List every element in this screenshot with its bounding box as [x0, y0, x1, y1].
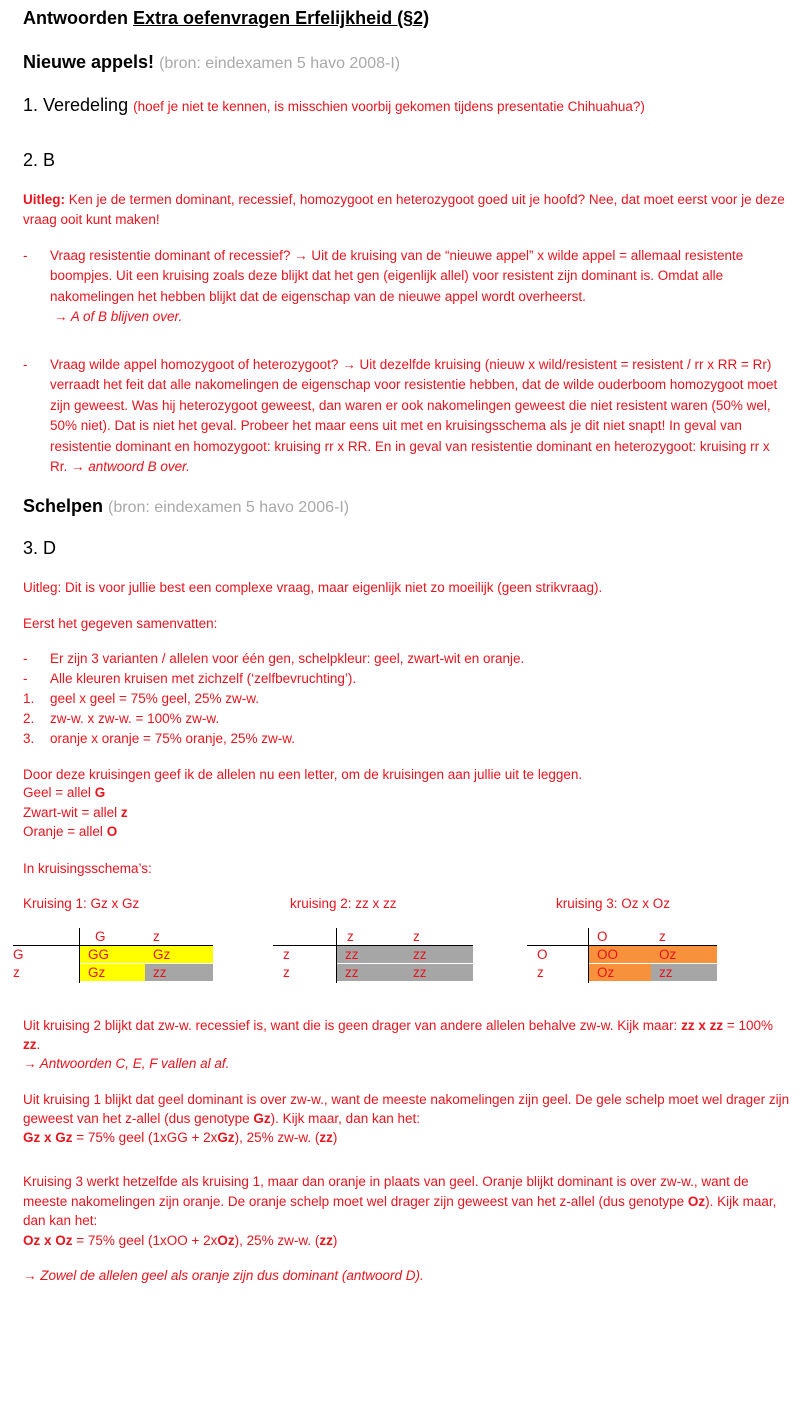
col-header: z [153, 929, 160, 944]
bullet-dash: - [23, 651, 28, 666]
punnett-cell: zz [651, 964, 717, 981]
list-number: 2. [23, 711, 35, 726]
kruising-2-title: kruising 2: zz x zz [290, 896, 397, 911]
genotype: zz x zz [681, 1018, 724, 1033]
punnett-square-2 [273, 928, 473, 984]
kruising-3-title: kruising 3: Oz x Oz [556, 896, 671, 911]
grid-line [13, 945, 213, 946]
genotype: zz [319, 1130, 333, 1145]
punnett-cell: OO [589, 946, 651, 963]
bullet-1-question: Vraag resistentie dominant of recessief? [50, 248, 291, 263]
bullet-dash: - [23, 671, 28, 686]
row-header: O [537, 947, 548, 962]
allele-zwartwit [23, 803, 128, 823]
genotype: Oz [687, 1193, 706, 1209]
bullet-2-text: Uit dezelfde kruising (nieuw x wild/resistent = resistent / rr x RR = Rr) verraadt het feit dat alle nakomelingen de eigenschap voor resistentie hebben, dat de wilde ouderboom homozygoot moet zijn geweest. Was hij heterozygoot geweest, dan waren er ook nakomelingen geweest die niet resistent waren (50% wel, 50% niet). Dat is niet het geval. Probeer het maar eens uit met en kruisingsschema als je dit niet snapt! In geval van resistentie dominant en homozygoot: kruising rr x RR. En in geval van resistentie dominant en heterozygoot: kruising rr x Rr. [50, 357, 778, 475]
conclusion-kruising-3 [23, 1172, 793, 1250]
paragraph-text: ). Kijk maar, dan kan het: [270, 1111, 420, 1126]
grid-line [527, 945, 717, 946]
grid-line [588, 928, 589, 983]
paragraph-text: Kruising 3 werkt hetzelfde als kruising 1, maar dan oranje in plaats van geel. Oranje blijkt dominant is over zw-w., want de meeste nakomelingen zijn oranje. De oranje schelp moet wel drager zijn geweest van het z-allel (dus genotype [23, 1174, 749, 1209]
bullet-2 [50, 355, 785, 477]
question-2 [23, 150, 55, 171]
allele-label: Geel = allel [23, 785, 91, 800]
row-header: z [283, 947, 290, 962]
question-3 [23, 538, 56, 559]
allele-letter: G [94, 785, 106, 800]
allele-letter: O [106, 824, 118, 839]
punnett-cell: Oz [589, 964, 651, 981]
title-prefix: Antwoorden [23, 8, 128, 28]
fact-1: Er zijn 3 varianten / allelen voor één gen, schelpkleur: geel, zwart-wit en oranje. [50, 651, 525, 666]
uitleg-text: Ken je de termen dominant, recessief, homozygoot en heterozygoot goed uit je hoofd? Nee, dat moet eerst voor je deze vraag ooit kunt maken! [23, 192, 785, 227]
paragraph-text: ). Kijk maar, dan kan het: [23, 1193, 777, 1228]
title-main: Extra oefenvragen Erfelijkheid (§2) [133, 8, 430, 28]
samenvatten-line: Eerst het gegeven samenvatten: [23, 616, 218, 631]
formula-line [23, 1231, 793, 1251]
uitleg-label: Uitleg: [23, 192, 65, 207]
formula-text: ) [332, 1130, 338, 1145]
question-3-answer: 3. D [23, 538, 57, 558]
punnett-square-1 [13, 928, 213, 984]
punnett-cell: zz [337, 946, 405, 963]
conclusion-kruising-2: Uit kruising 2 blijkt dat zw-w. recessief is, want die is geen drager van andere allelen behalve zw-w. Kijk maar: zz x zz = 100% zz. → Antwoorden C, E, F vallen al af. [23, 1016, 793, 1073]
cross-1: geel x geel = 75% geel, 25% zw-w. [50, 691, 259, 706]
punnett-square-3 [527, 928, 717, 984]
grid-line [273, 945, 473, 946]
row-header: G [13, 947, 24, 962]
col-header: z [413, 929, 420, 944]
col-header: z [659, 929, 666, 944]
genotype: Oz x Oz [23, 1232, 73, 1248]
col-header: G [95, 929, 106, 944]
formula-line [23, 1128, 793, 1147]
allele-geel [23, 783, 105, 803]
formula-text: ), 25% zw-w. ( [234, 1130, 320, 1145]
genotype: Gz [253, 1111, 271, 1126]
conclusion-kruising-1 [23, 1090, 793, 1147]
cross-2: zw-w. x zw-w. = 100% zw-w. [50, 711, 220, 726]
genotype: zz [23, 1037, 37, 1052]
uitleg-paragraph: Uitleg: Dit is voor jullie best een complexe vraag, maar eigenlijk niet zo moeilijk (geen strikvraag). [23, 580, 603, 595]
paragraph-text: = 100% [726, 1018, 774, 1033]
genotype: Oz [217, 1232, 235, 1248]
kruising-1-title: Kruising 1: Gz x Gz [23, 896, 140, 911]
question-1 [23, 95, 645, 116]
row-header: z [283, 965, 290, 980]
col-header: z [347, 929, 354, 944]
bullet-dash: - [23, 248, 28, 263]
punnett-cell: Gz [80, 964, 145, 981]
genotype: Gz [217, 1130, 235, 1145]
allele-oranje [23, 822, 117, 842]
cross-3: oranje x oranje = 75% oranje, 25% zw-w. [50, 731, 296, 746]
grid-line [79, 928, 80, 983]
heading-source: (bron: eindexamen 5 havo 2006-I) [108, 499, 350, 516]
punnett-cell: zz [145, 964, 213, 981]
allele-label: Zwart-wit = allel [23, 805, 118, 820]
question-2-answer: 2. B [23, 150, 56, 170]
question-1-note: (hoef je niet te kennen, is misschien voorbij gekomen tijdens presentatie Chihuahua?) [133, 99, 645, 114]
arrow-icon: → [342, 357, 356, 372]
page-title [23, 8, 429, 29]
genotype: Gz x Gz [23, 1130, 73, 1145]
uitleg-paragraph [23, 190, 793, 230]
arrow-icon: → [294, 248, 308, 263]
question-1-answer: 1. Veredeling [23, 95, 129, 115]
formula-text: = 75% geel (1xOO + 2x [76, 1232, 218, 1248]
punnett-cell: Oz [651, 946, 717, 963]
punnett-cell: Gz [145, 946, 213, 963]
row-header: z [13, 965, 20, 980]
bullet-1-conclusion: → A of B blijven over. [54, 309, 183, 325]
allele-label: Oranje = allel [23, 824, 103, 839]
list-number: 3. [23, 731, 35, 746]
heading-text: Nieuwe appels! [23, 52, 155, 72]
final-conclusion: → Zowel de allelen geel als oranje zijn dus dominant (antwoord D). [23, 1268, 424, 1283]
paragraph-text: Uit kruising 2 blijkt dat zw-w. recessief is, want die is geen drager van andere allelen behalve zw-w. Kijk maar: [23, 1018, 678, 1033]
formula-text: ) [332, 1232, 338, 1248]
row-header: z [537, 965, 544, 980]
bullet-dash: - [23, 357, 28, 372]
bullet-2-conclusion: → antwoord B over. [71, 459, 190, 475]
section-heading-appels [23, 52, 400, 73]
punnett-cell: GG [80, 946, 145, 963]
punnett-cell: zz [405, 946, 473, 963]
formula-text: ), 25% zw-w. ( [234, 1232, 320, 1248]
bullet-1 [50, 246, 785, 328]
formula-text: = 75% geel (1xGG + 2x [76, 1130, 218, 1145]
grid-line [336, 928, 337, 983]
punnett-cell: zz [337, 964, 405, 981]
paragraph-conclusion: → Antwoorden C, E, F vallen al af. [23, 1056, 230, 1071]
paragraph-text: Uit kruising 1 blijkt dat geel dominant is over zw-w., want de meeste nakomelingen zijn geel. De gele schelp moet wel drager zijn geweest van het z-allel (dus genotype [23, 1092, 790, 1126]
schema-intro: In kruisingsschema’s: [23, 861, 152, 876]
heading-source: (bron: eindexamen 5 havo 2008-I) [159, 55, 401, 72]
list-number: 1. [23, 691, 35, 706]
section-heading-schelpen [23, 496, 349, 517]
letters-intro: Door deze kruisingen geef ik de allelen nu een letter, om de kruisingen aan jullie uit te leggen. [23, 767, 583, 782]
punnett-cell: zz [405, 964, 473, 981]
genotype: zz [319, 1232, 333, 1248]
bullet-2-question: Vraag wilde appel homozygoot of heterozygoot? [50, 357, 339, 372]
col-header: O [597, 929, 608, 944]
fact-2: Alle kleuren kruisen met zichzelf (‘zelfbevruchting’). [50, 671, 357, 686]
allele-letter: z [120, 805, 128, 820]
bullet-1-text: Uit de kruising van de “nieuwe appel” x wilde appel = allemaal resistente boompjes. Uit een kruising zoals deze blijkt dat het gen (eigenlijk allel) voor resistent zijn dominant is. Omdat alle nakomelingen het hebben blijkt dat de eigenschap van de nieuwe appel wordt overheerst. [50, 248, 744, 304]
heading-text: Schelpen [23, 496, 104, 516]
